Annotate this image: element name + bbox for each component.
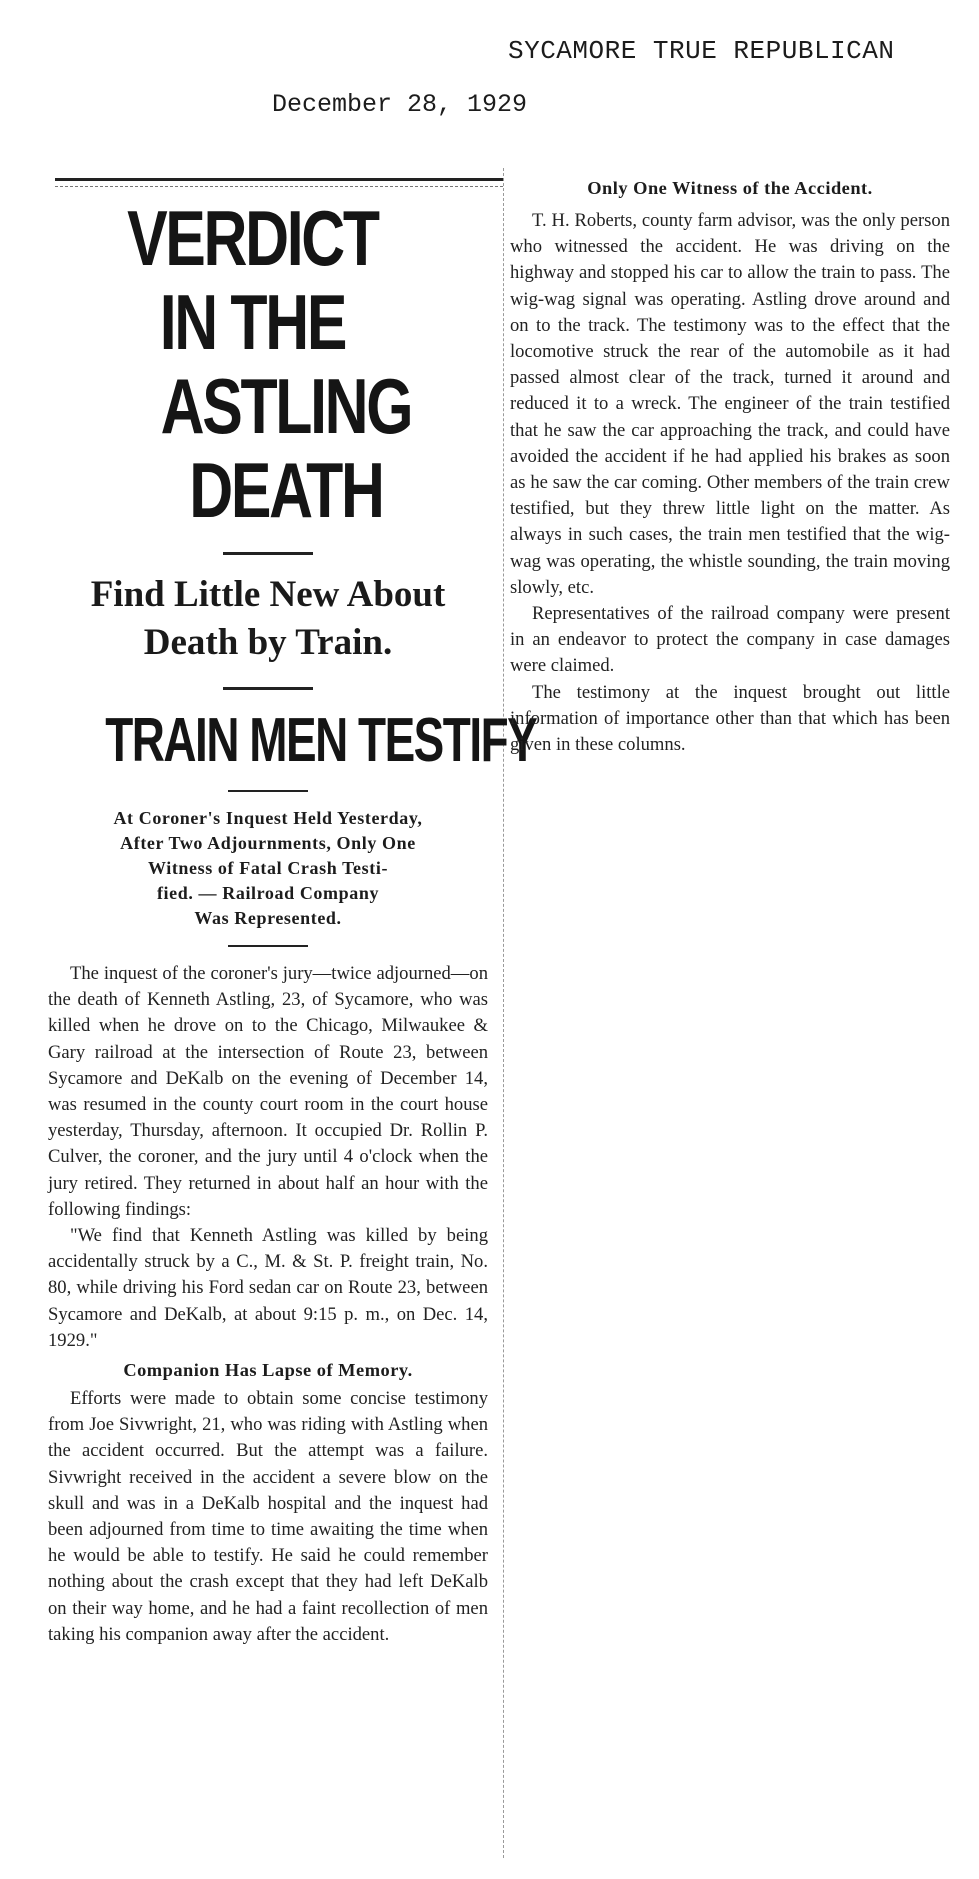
headline-rule-3 bbox=[228, 790, 308, 792]
deck-line1: At Coroner's Inquest Held Yesterday, bbox=[113, 808, 423, 828]
headline-rule-4 bbox=[228, 945, 308, 947]
headline-rule-1 bbox=[223, 552, 313, 555]
article-paragraph-6: The testimony at the inquest brought out little information of importance other than that which has been given in these columns. bbox=[510, 681, 950, 756]
main-headline-line2: ASTLING DEATH bbox=[160, 362, 412, 534]
subsection-heading-memory: Companion Has Lapse of Memory. bbox=[123, 1360, 413, 1381]
right-column bbox=[510, 172, 950, 758]
left-column bbox=[48, 194, 537, 1648]
headline-rule-2 bbox=[223, 687, 313, 690]
column-top-rule bbox=[55, 178, 503, 181]
subheadline-line2: Death by Train. bbox=[143, 622, 393, 663]
deck-summary bbox=[52, 806, 484, 931]
deck-line5: Was Represented. bbox=[194, 908, 342, 928]
subsection-heading-witness: Only One Witness of the Accident. bbox=[587, 178, 873, 198]
subheadline bbox=[48, 571, 488, 667]
secondary-headline: TRAIN MEN TESTIFY bbox=[105, 706, 537, 775]
deck-line2: After Two Adjournments, Only One bbox=[120, 833, 416, 853]
article-paragraph-1: The inquest of the coroner's jury—twice adjourned—on the death of Kenneth Astling, 23, of Sycamore, who was killed when he drove on to the Chicago, Milwaukee & Gary railroad at the intersection of Route 23, between Sycamore and DeKalb on the evening of December 14, was resumed in the county court room in the court house yesterday, Thursday, afternoon. It occupied Dr. Rollin P. Culver, the coroner, and the jury until 4 o'clock when the jury retired. They returned in about half an hour with the following findings: bbox=[48, 963, 488, 1220]
article-paragraph-2: "We find that Kenneth Astling was killed by being accidentally struck by a C., M. & St. P. freight train, No. 80, while driving his Ford sedan car on Route 23, between Sycamore and DeKalb, at about 9:15 p. m., on Dec. 14, 1929." bbox=[48, 1225, 488, 1351]
newspaper-name: SYCAMORE TRUE REPUBLICAN bbox=[508, 36, 895, 66]
deck-line4: fied. — Railroad Company bbox=[156, 883, 380, 903]
column-top-dashed-rule bbox=[55, 186, 503, 187]
publication-date: December 28, 1929 bbox=[272, 90, 528, 119]
article-paragraph-3: Efforts were made to obtain some concise testimony from Joe Sivwright, 21, who was riding with Astling when the accident occurred. But the attempt was a failure. Sivwright received in the accident a severe blow on the skull and was in a DeKalb hospital and the inquest had been adjourned from time to time awaiting the time when he would be able to testify. He said he could remember nothing about the crash except that they had left DeKalb on their way home, and he had a faint recollection of men taking his companion away after the accident. bbox=[48, 1388, 488, 1645]
subheadline-line1: Find Little New About bbox=[90, 574, 446, 615]
main-headline bbox=[96, 196, 439, 532]
deck-line3: Witness of Fatal Crash Testi- bbox=[147, 858, 389, 878]
column-divider bbox=[503, 168, 504, 1858]
main-headline-line1: VERDICT IN THE bbox=[127, 194, 378, 366]
article-paragraph-5: Representatives of the railroad company were present in an endeavor to protect the company in case damages were claimed. bbox=[510, 603, 950, 677]
article-paragraph-4: T. H. Roberts, county farm advisor, was the only person who witnessed the accident. He was driving on the highway and stopped his car to allow the train to pass. The wig-wag signal was operating. Astling drove around and on to the track. The testimony was to the effect that the locomotive struck the rear of the automobile as it had passed almost clear of the track, turned it around and reduced it to a wreck. The engineer of the train testified that he saw the car approaching the track, and could have avoided the accident if he had applied his brakes as soon as he saw the car coming. Other members of the train crew testified, but they threw little light on the matter. As always in such cases, the train men testified that the wig-wag was operating, the whistle sounding, the train moving slowly, etc. bbox=[510, 210, 950, 598]
